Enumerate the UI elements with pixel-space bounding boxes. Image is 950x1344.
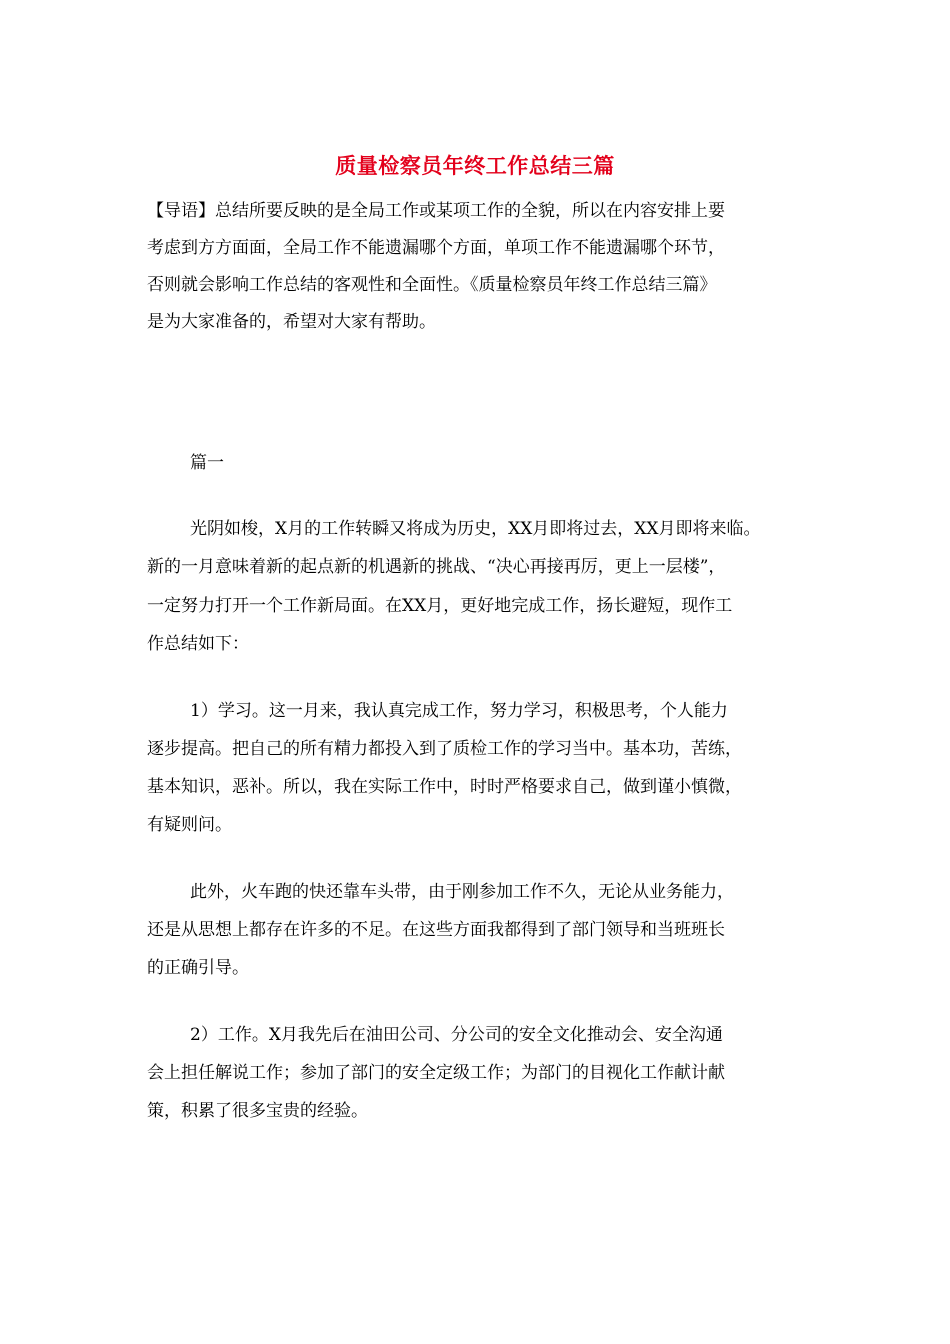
intro-line: 否则就会影响工作总结的客观性和全面性。《质量检察员年终工作总结三篇》 xyxy=(147,275,717,295)
paragraph-line: 的正确引导。 xyxy=(147,958,249,978)
paragraph-line: 此外，火车跑的快还靠车头带，由于刚参加工作不久，无论从业务能力， xyxy=(190,882,734,902)
paragraph-line: 2）工作。X月我先后在油田公司、分公司的安全文化推动会、安全沟通 xyxy=(190,1025,723,1045)
intro-line: 考虑到方方面面，全局工作不能遗漏哪个方面，单项工作不能遗漏哪个环节， xyxy=(147,238,725,258)
paragraph-line: 策，积累了很多宝贵的经验。 xyxy=(147,1101,368,1121)
intro-line: 【导语】总结所要反映的是全局工作或某项工作的全貌，所以在内容安排上要 xyxy=(147,201,725,221)
paragraph-line: 新的一月意味着新的起点新的机遇新的挑战、“决心再接再厉，更上一层楼”， xyxy=(147,557,726,577)
paragraph-line: 基本知识，恶补。所以，我在实际工作中，时时严格要求自己，做到谨小慎微， xyxy=(147,777,742,797)
paragraph-line: 一定努力打开一个工作新局面。在XX月，更好地完成工作，扬长避短，现作工 xyxy=(147,596,733,616)
paragraph-line: 作总结如下： xyxy=(147,634,249,654)
intro-line: 是为大家准备的，希望对大家有帮助。 xyxy=(147,312,436,332)
paragraph-line: 1）学习。这一月来，我认真完成工作，努力学习，积极思考，个人能力 xyxy=(190,701,728,721)
paragraph-line: 有疑则问。 xyxy=(147,815,232,835)
paragraph-line: 还是从思想上都存在许多的不足。在这些方面我都得到了部门领导和当班班长 xyxy=(147,920,725,940)
document-title: 质量检察员年终工作总结三篇 xyxy=(335,153,615,178)
paragraph-line: 会上担任解说工作；参加了部门的安全定级工作；为部门的目视化工作献计献 xyxy=(147,1063,725,1083)
section-heading: 篇一 xyxy=(190,453,224,473)
paragraph-line: 光阴如梭，X月的工作转瞬又将成为历史，XX月即将过去，XX月即将来临。 xyxy=(190,519,761,539)
paragraph-line: 逐步提高。把自己的所有精力都投入到了质检工作的学习当中。基本功，苦练， xyxy=(147,739,742,759)
